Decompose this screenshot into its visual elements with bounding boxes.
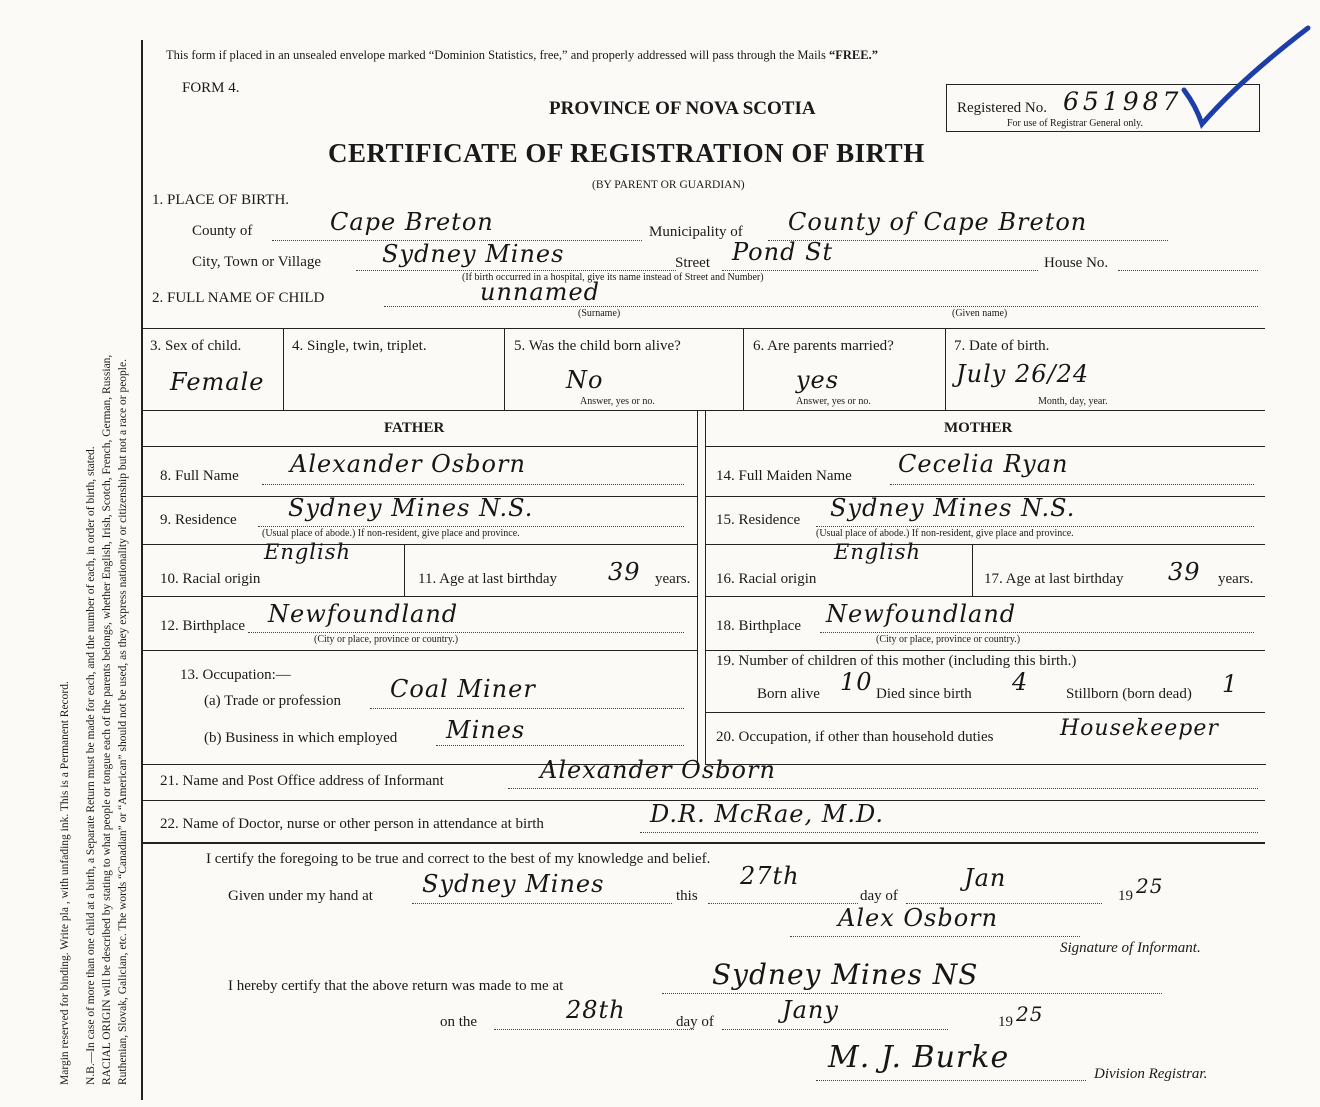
mother-abode-note: (Usual place of abode.) If non-resident, give place and province. [816, 528, 1074, 539]
father-years-label: years. [655, 571, 691, 587]
mother-racial-label: 16. Racial origin [716, 571, 817, 587]
city-line [356, 270, 676, 271]
father-name-value: Alexander Osborn [290, 450, 526, 478]
registrar-year-prefix: 19 [998, 1014, 1013, 1030]
registrar-day-line [494, 1029, 694, 1030]
registrar-signature-label: Division Registrar. [1094, 1066, 1208, 1082]
details-divider-1 [283, 328, 284, 410]
born-alive-value: No [566, 366, 604, 394]
registrar-statement: I hereby certify that the above return was made to me at [228, 978, 564, 994]
registrar-year-value: 25 [1016, 1002, 1044, 1026]
certificate-subtitle: (BY PARENT OR GUARDIAN) [592, 179, 745, 191]
father-rule-3 [141, 596, 697, 597]
mother-age-value: 39 [1168, 558, 1201, 586]
father-business-label: (b) Business in which employed [204, 730, 398, 746]
father-name-label: 8. Full Name [160, 468, 239, 484]
father-heading: FATHER [384, 420, 445, 436]
panel-heading-rule-left [141, 446, 697, 447]
given-day-value: 27th [740, 862, 800, 890]
registrar-note: For use of Registrar General only. [1007, 118, 1143, 129]
mother-residence-label: 15. Residence [716, 512, 801, 528]
sex-value: Female [170, 368, 265, 396]
father-racial-divider [404, 544, 405, 596]
born-alive-count-value: 10 [840, 668, 873, 696]
informant-label: 21. Name and Post Office address of Informant [160, 773, 444, 789]
given-year-prefix: 19 [1118, 888, 1133, 904]
father-abode-note: (Usual place of abode.) If non-resident, give place and province. [262, 528, 520, 539]
street-line [722, 270, 1038, 271]
parents-married-value: yes [796, 366, 840, 394]
father-name-line [262, 484, 684, 485]
father-trade-value: Coal Miner [390, 675, 536, 703]
father-residence-label: 9. Residence [160, 512, 237, 528]
mother-years-label: years. [1218, 571, 1254, 587]
died-since-birth-label: Died since birth [876, 686, 972, 702]
child-name-value: unnamed [480, 278, 601, 306]
sex-label: 3. Sex of child. [150, 338, 242, 354]
details-divider-2 [504, 328, 505, 410]
municipality-label: Municipality of [649, 224, 743, 240]
registrar-signature-line [816, 1080, 1086, 1081]
margin-note-multiple-births: N.B.—In case of more than one child at a birth, a Separate Return must be made for each, and the number of each, in order of birth, stated. [85, 446, 97, 1085]
stillborn-value: 1 [1222, 670, 1239, 698]
city-label: City, Town or Village [192, 254, 322, 270]
father-racial-value: English [264, 540, 352, 564]
mother-rule-5 [705, 712, 1265, 713]
registered-label: Registered No. [957, 100, 1047, 116]
registrar-place-line [662, 993, 1162, 994]
date-of-birth-label: 7. Date of birth. [954, 338, 1050, 354]
died-since-birth-value: 4 [1012, 668, 1029, 696]
given-place-value: Sydney Mines [422, 870, 605, 898]
county-value: Cape Breton [330, 208, 494, 236]
surname-note: (Surname) [578, 308, 621, 319]
born-alive-label: 5. Was the child born alive? [514, 338, 681, 354]
mother-racial-value: English [834, 540, 922, 564]
details-divider-3 [743, 328, 744, 410]
registrar-signature: M. J. Burke [828, 1040, 1010, 1075]
father-birthplace-line [248, 632, 684, 633]
registrar-place-value: Sydney Mines NS [712, 958, 979, 991]
street-label: Street [675, 255, 710, 271]
mail-notice-text: This form if placed in an unsealed envelope marked “Dominion Statistics, free,” and properly addressed will pass through the Mails [166, 48, 826, 62]
registrar-on-the-label: on the [440, 1014, 478, 1030]
father-birthplace-note: (City or place, province or country.) [314, 634, 459, 645]
father-racial-label: 10. Racial origin [160, 571, 261, 587]
given-name-note: (Given name) [952, 308, 1008, 319]
given-day-line [708, 903, 858, 904]
father-age-value: 39 [608, 558, 641, 586]
born-alive-count-label: Born alive [757, 686, 820, 702]
province-heading: PROVINCE OF NOVA SCOTIA [549, 98, 816, 119]
hospital-note: (If birth occurred in a hospital, give its name instead of Street and Number) [462, 272, 764, 283]
mother-children-label: 19. Number of children of this mother (including this birth.) [716, 653, 1077, 669]
mother-occupation-value: Housekeeper [1060, 716, 1219, 741]
father-business-line [436, 745, 684, 746]
registrar-day-value: 28th [566, 996, 626, 1024]
informant-signature: Alex Osborn [838, 904, 999, 932]
father-rule-2 [141, 544, 697, 545]
stillborn-label: Stillborn (born dead) [1066, 686, 1192, 702]
doctor-label: 22. Name of Doctor, nurse or other person in attendance at birth [160, 816, 544, 832]
doctor-rule [141, 842, 1265, 844]
father-trade-line [370, 708, 684, 709]
given-month-value: Jan [964, 864, 1007, 892]
mail-notice-free: “FREE.” [829, 48, 878, 62]
father-residence-line [258, 526, 684, 527]
registrar-month-value: Jany [782, 996, 839, 1024]
father-birthplace-label: 12. Birthplace [160, 618, 245, 634]
mother-occupation-label: 20. Occupation, if other than household duties [716, 729, 994, 745]
mother-residence-value: Sydney Mines N.S. [830, 494, 1076, 522]
margin-note-racial-origin-1: RACIAL ORIGIN will be described by stating to what people or tongue each of the parents belongs, whether English, Irish, Scotch, French, German, Russian, [101, 354, 113, 1085]
informant-value: Alexander Osborn [540, 756, 776, 784]
given-day-of-label: day of [860, 888, 898, 904]
father-occupation-label: 13. Occupation:— [180, 667, 291, 683]
form-number: FORM 4. [182, 80, 240, 96]
father-trade-label: (a) Trade or profession [204, 693, 342, 709]
mother-birthplace-line [820, 632, 1254, 633]
county-label: County of [192, 223, 253, 239]
mother-birthplace-note: (City or place, province or country.) [876, 634, 1021, 645]
given-under-hand-label: Given under my hand at [228, 888, 373, 904]
child-name-label: 2. FULL NAME OF CHILD [152, 290, 325, 306]
given-year-value: 25 [1136, 874, 1164, 898]
street-value: Pond St [732, 238, 834, 266]
date-of-birth-value: July 26/24 [956, 360, 1090, 388]
registered-value: 651987 [1063, 87, 1183, 116]
blue-check-mark [1170, 20, 1320, 135]
house-number-line [1118, 270, 1258, 271]
parents-married-label: 6. Are parents married? [753, 338, 894, 354]
father-business-value: Mines [446, 716, 526, 744]
details-divider-4 [945, 328, 946, 410]
certify-statement: I certify the foregoing to be true and correct to the best of my knowledge and belief. [206, 851, 711, 867]
given-this-label: this [676, 888, 698, 904]
informant-signature-label: Signature of Informant. [1060, 940, 1201, 956]
mother-heading: MOTHER [944, 420, 1013, 436]
mother-rule-4 [705, 650, 1265, 651]
mother-rule-3 [705, 596, 1265, 597]
mother-name-label: 14. Full Maiden Name [716, 468, 852, 484]
date-of-birth-note: Month, day, year. [1038, 396, 1108, 407]
margin-note-racial-origin-2: Ruthenian, Slovak, Galician, etc. The words “Canadian” or “American” should not be used, as they express nationality or citizenship but not a race or people. [117, 359, 129, 1085]
informant-line [508, 788, 1258, 789]
registrar-month-line [722, 1029, 948, 1030]
mother-residence-line [816, 526, 1254, 527]
doctor-line [640, 832, 1258, 833]
father-age-label: 11. Age at last birthday [418, 571, 557, 587]
house-number-label: House No. [1044, 255, 1109, 271]
child-name-line [384, 306, 1258, 307]
mail-notice [166, 48, 878, 63]
given-place-line [412, 903, 672, 904]
certificate-title: CERTIFICATE OF REGISTRATION OF BIRTH [328, 138, 925, 168]
father-birthplace-value: Newfoundland [268, 600, 459, 628]
margin-note-binding: Margin reserved for binding. Write pla , with unfading ink. This is a Permanent Record. [59, 681, 71, 1085]
father-residence-value: Sydney Mines N.S. [288, 494, 534, 522]
registrar-day-of-label: day of [676, 1014, 714, 1030]
city-value: Sydney Mines [382, 240, 565, 268]
single-twin-label: 4. Single, twin, triplet. [292, 338, 427, 354]
parents-married-note: Answer, yes or no. [796, 396, 871, 407]
details-row-top [141, 328, 1265, 329]
father-rule-4 [141, 650, 697, 651]
doctor-value: D.R. McRae, M.D. [650, 800, 884, 828]
mother-name-line [890, 484, 1254, 485]
mother-rule-2 [705, 544, 1265, 545]
municipality-value: County of Cape Breton [788, 208, 1088, 236]
place-of-birth-heading: 1. PLACE OF BIRTH. [152, 192, 290, 208]
mother-name-value: Cecelia Ryan [898, 450, 1069, 478]
informant-signature-line [790, 936, 1080, 937]
panel-heading-rule-right [705, 446, 1265, 447]
mother-racial-divider [972, 544, 973, 596]
mother-birthplace-label: 18. Birthplace [716, 618, 801, 634]
born-alive-note: Answer, yes or no. [580, 396, 655, 407]
mother-birthplace-value: Newfoundland [826, 600, 1017, 628]
mother-age-label: 17. Age at last birthday [984, 571, 1124, 587]
